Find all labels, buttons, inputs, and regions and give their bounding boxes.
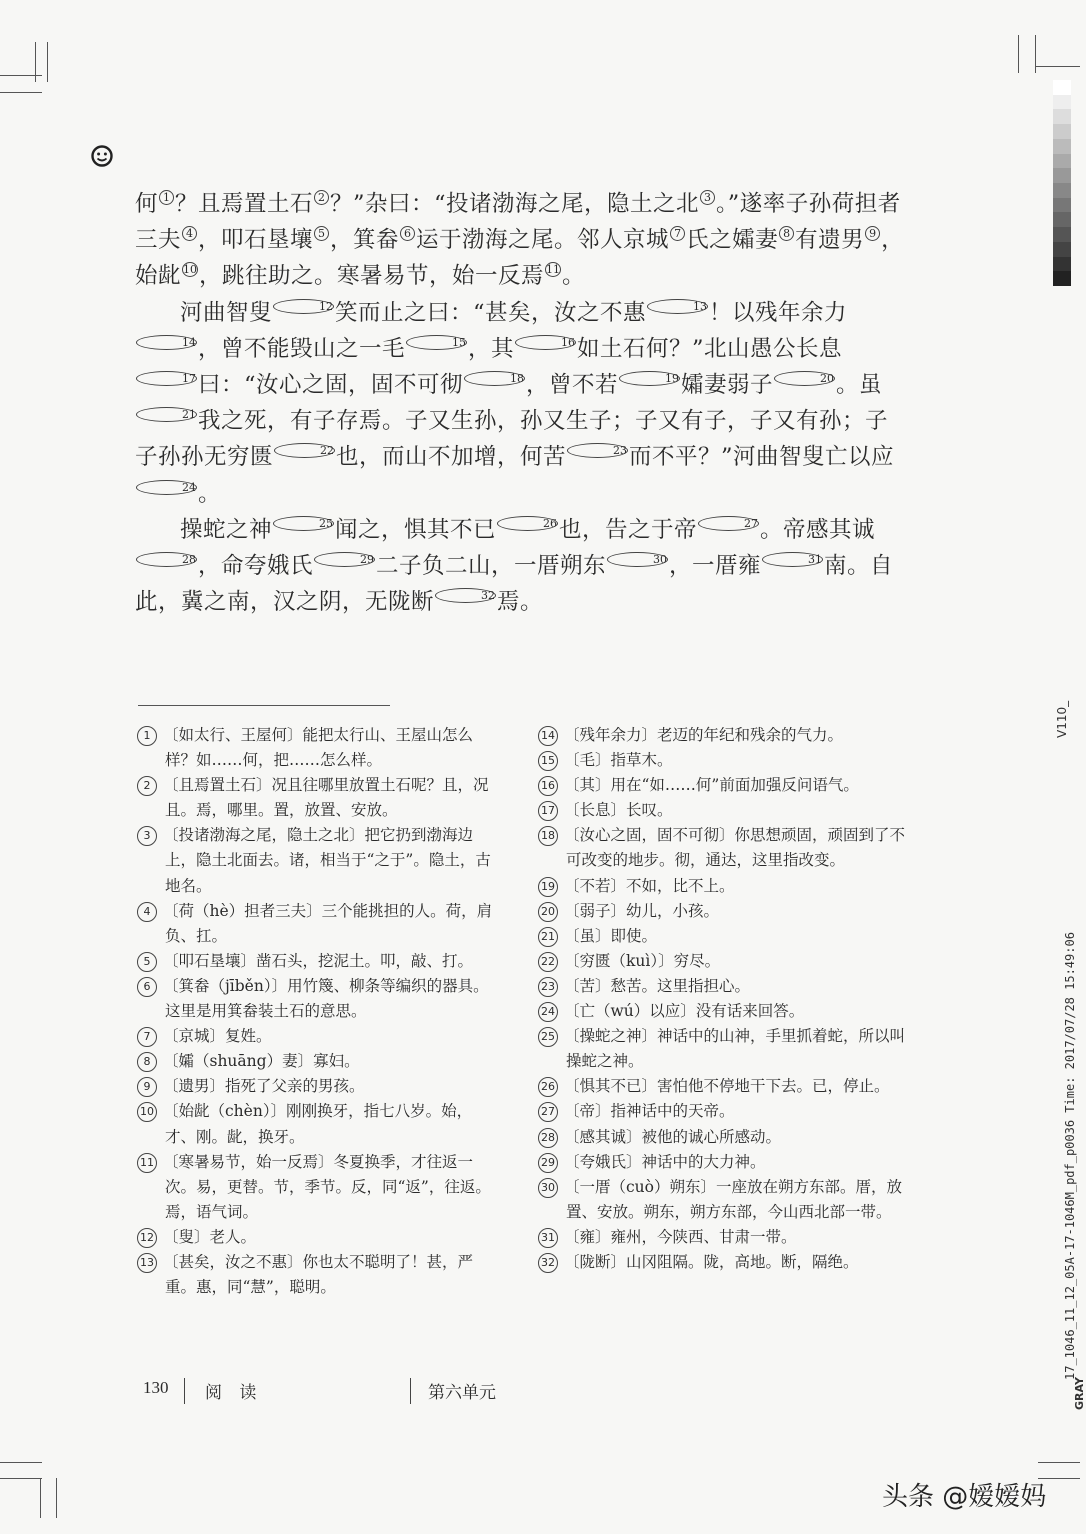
footnote-number: 12 bbox=[137, 1228, 157, 1248]
footnote-marker: 1 bbox=[159, 190, 174, 205]
footnote-text: 〔投诸渤海之尾，隐土之北〕把它扔到渤海边上，隐土北面去。诸，相当于“之于”。隐土，古地名。 bbox=[163, 826, 491, 895]
footnote-number: 7 bbox=[137, 1027, 157, 1047]
footnote-item bbox=[538, 1175, 910, 1225]
text-run: 。”遂率子孙荷担者三夫 bbox=[135, 191, 901, 254]
footnote-marker: 12 bbox=[273, 299, 334, 314]
footnote-number: 13 bbox=[137, 1253, 157, 1273]
paragraph bbox=[135, 512, 905, 621]
footnote-marker: 5 bbox=[314, 226, 329, 241]
grayscale-swatch bbox=[1053, 271, 1071, 286]
footnote-marker: 20 bbox=[774, 371, 835, 386]
footnote-text: 〔且焉置土石〕况且往哪里放置土石呢？且，况且。焉，哪里。置，放置、安放。 bbox=[163, 776, 489, 820]
text-run: 也，而山不加增，何苦 bbox=[336, 444, 567, 471]
text-run: 。 bbox=[198, 480, 222, 507]
crop-mark bbox=[0, 1462, 42, 1463]
footnote-number: 23 bbox=[538, 977, 558, 997]
crop-mark bbox=[35, 42, 36, 82]
footnote-marker: 16 bbox=[515, 335, 576, 350]
footnote-text: 〔陇断〕山冈阻隔。陇，高地。断，隔绝。 bbox=[564, 1252, 859, 1271]
footer-divider bbox=[184, 1378, 185, 1404]
footnote-number: 6 bbox=[137, 977, 157, 997]
footnote-number: 22 bbox=[538, 952, 558, 972]
footnote-number: 17 bbox=[538, 801, 558, 821]
footnote-number: 29 bbox=[538, 1153, 558, 1173]
crop-mark bbox=[1018, 35, 1019, 73]
footnote-text: 〔苦〕愁苦。这里指担心。 bbox=[564, 976, 751, 995]
footnote-text: 〔遗男〕指死了父亲的男孩。 bbox=[163, 1077, 365, 1096]
text-run: 氏之孀妻 bbox=[686, 227, 779, 254]
footnote-number: 10 bbox=[137, 1102, 157, 1122]
footnote-item bbox=[538, 798, 910, 823]
footnote-marker: 4 bbox=[182, 226, 197, 241]
footnote-number: 9 bbox=[137, 1077, 157, 1097]
crop-mark bbox=[0, 1478, 42, 1479]
footnote-text: 〔寒暑易节，始一反焉〕冬夏换季，才往返一次。易，更替。节，季节。反，同“返”，往返。焉，语气词。 bbox=[163, 1152, 491, 1221]
text-run: 。帝感其诚 bbox=[760, 516, 876, 543]
text-run: 也，告之于帝 bbox=[559, 516, 698, 543]
side-gray-label: GRAY bbox=[1073, 1377, 1086, 1410]
footnote-item bbox=[538, 874, 910, 899]
text-run: 孀妻弱子 bbox=[681, 372, 774, 399]
footnote-text: 〔帝〕指神话中的天帝。 bbox=[564, 1102, 735, 1121]
text-run: 二子负二山，一厝朔东 bbox=[376, 553, 607, 580]
text-run: ？且焉置土石 bbox=[175, 191, 314, 217]
footnote-item bbox=[538, 1024, 910, 1074]
footnote-number: 15 bbox=[538, 751, 558, 771]
footnote-item bbox=[538, 974, 910, 999]
footnote-number: 27 bbox=[538, 1102, 558, 1122]
footnote-item bbox=[137, 1225, 502, 1250]
grayscale-bar bbox=[1053, 80, 1071, 286]
footnote-item bbox=[137, 1074, 502, 1099]
text-run: 闻之，惧其不已 bbox=[335, 516, 497, 543]
text-run: 如土石何？”北山愚公长息 bbox=[577, 335, 843, 362]
footnote-marker: 19 bbox=[619, 371, 680, 386]
footnote-marker: 18 bbox=[464, 371, 525, 386]
footnote-marker: 31 bbox=[762, 552, 823, 567]
footnote-number: 24 bbox=[538, 1002, 558, 1022]
footnote-text: 〔汝心之固，固不可彻〕你思想顽固，顽固到了不可改变的地步。彻，通达，这里指改变。 bbox=[564, 826, 906, 870]
footnote-marker: 10 bbox=[183, 263, 198, 277]
footnote-item bbox=[538, 773, 910, 798]
footnote-text: 〔长息〕长叹。 bbox=[564, 801, 673, 820]
footnote-item bbox=[137, 1099, 502, 1149]
footnote-text: 〔弱子〕幼儿，小孩。 bbox=[564, 901, 720, 920]
text-run: ，命夸娥氏 bbox=[198, 553, 314, 580]
footnote-number: 18 bbox=[538, 826, 558, 846]
grayscale-swatch bbox=[1053, 109, 1071, 124]
grayscale-swatch bbox=[1053, 227, 1071, 242]
grayscale-swatch bbox=[1053, 257, 1071, 272]
text-run: ，始龀 bbox=[135, 227, 905, 290]
footnote-marker: 2 bbox=[314, 190, 329, 205]
footnote-marker: 11 bbox=[546, 263, 561, 277]
footnote-marker: 17 bbox=[136, 371, 197, 386]
footnote-item bbox=[538, 949, 910, 974]
footnote-item bbox=[538, 1225, 910, 1250]
crop-mark bbox=[47, 42, 48, 82]
footnote-marker: 22 bbox=[274, 443, 335, 458]
footnote-number: 5 bbox=[137, 952, 157, 972]
footnote-number: 25 bbox=[538, 1027, 558, 1047]
footnote-item bbox=[538, 999, 910, 1024]
footnote-item bbox=[137, 1024, 502, 1049]
crop-mark bbox=[1038, 1462, 1080, 1463]
text-run: ，其 bbox=[468, 335, 515, 362]
text-run: ，叩石垦壤 bbox=[198, 227, 314, 254]
footnote-marker: 15 bbox=[406, 335, 467, 350]
footnote-number: 3 bbox=[137, 826, 157, 846]
footnote-marker: 25 bbox=[273, 516, 334, 531]
text-run: 。 bbox=[562, 263, 586, 290]
footnote-marker: 26 bbox=[497, 516, 558, 531]
footnote-number: 1 bbox=[137, 726, 157, 746]
footnote-marker: 32 bbox=[435, 588, 496, 603]
text-run: 而不平？”河曲智叟亡以应 bbox=[629, 444, 895, 471]
text-run: 笑而止之曰：“甚矣，汝之不惠 bbox=[335, 299, 647, 326]
footnote-item bbox=[538, 899, 910, 924]
crop-mark bbox=[1035, 35, 1036, 73]
footnote-text: 〔感其诚〕被他的诚心所感动。 bbox=[564, 1127, 782, 1146]
text-run: ，一厝雍 bbox=[669, 553, 762, 580]
footnote-text: 〔穷匮（kuì）〕穷尽。 bbox=[564, 951, 721, 970]
paragraph bbox=[135, 186, 905, 295]
footnote-text: 〔操蛇之神〕神话中的山神，手里抓着蛇，所以叫操蛇之神。 bbox=[564, 1027, 906, 1071]
footnote-text: 〔荷（hè）担者三夫〕三个能挑担的人。荷，肩负、扛。 bbox=[163, 901, 493, 945]
footnote-text: 〔一厝（cuò）朔东〕一座放在朔方东部。厝，放置、安放。朔东，朔方东部，今山西北部一带。 bbox=[564, 1177, 902, 1221]
footnote-number: 8 bbox=[137, 1052, 157, 1072]
footnote-text: 〔如太行、王屋何〕能把太行山、王屋山怎么样？如……何，把……怎么样。 bbox=[163, 726, 474, 770]
footnote-item bbox=[538, 1125, 910, 1150]
footnote-number: 11 bbox=[137, 1153, 157, 1173]
footnote-item bbox=[137, 1150, 502, 1225]
watermark: 头条 @嫒嫒妈 bbox=[882, 1482, 1047, 1512]
text-run: 我之死，有子存焉。子又生孙，孙又生子；子又有子，子又有孙；子子孙孙无穷匮 bbox=[135, 408, 889, 471]
text-run: ！以残年余力 bbox=[709, 299, 848, 326]
text-run: ，箕畚 bbox=[330, 227, 400, 254]
footnote-text: 〔始龀（chèn）〕刚刚换牙，指七八岁。始，才、刚。龀，换牙。 bbox=[163, 1102, 473, 1146]
main-text bbox=[135, 186, 905, 620]
footnote-item bbox=[538, 1074, 910, 1099]
text-run: ，曾不能毁山之一毛 bbox=[198, 335, 406, 362]
grayscale-swatch bbox=[1053, 139, 1071, 154]
footnote-text: 〔不若〕不如，比不上。 bbox=[564, 876, 735, 895]
footnote-item bbox=[538, 1250, 910, 1275]
footnote-marker: 29 bbox=[314, 552, 375, 567]
smiley-icon bbox=[91, 145, 113, 167]
footnote-text: 〔叟〕老人。 bbox=[163, 1227, 257, 1246]
footnote-number: 26 bbox=[538, 1077, 558, 1097]
footnote-item bbox=[137, 949, 502, 974]
footnote-item bbox=[538, 1150, 910, 1175]
grayscale-swatch bbox=[1053, 212, 1071, 227]
footnote-marker: 8 bbox=[779, 226, 794, 241]
footnote-marker: 30 bbox=[607, 552, 668, 567]
text-run: ，曾不若 bbox=[526, 372, 619, 399]
side-version: V110_ bbox=[1055, 700, 1069, 738]
footnote-item bbox=[137, 974, 502, 1024]
footnote-marker: 6 bbox=[400, 226, 415, 241]
footnote-item bbox=[538, 924, 910, 949]
text-run: ，跳往助之。寒暑易节，始一反焉 bbox=[199, 263, 545, 290]
footnote-marker: 23 bbox=[567, 443, 628, 458]
grayscale-swatch bbox=[1053, 198, 1071, 213]
side-print-code: 17_1046_11_12_05A-17-1046M_pdf_p0036 Time: 2017/07/28 15:49:06 bbox=[1063, 932, 1077, 1380]
footnote-marker: 21 bbox=[136, 407, 197, 422]
footnote-divider bbox=[138, 705, 390, 706]
footer-divider bbox=[410, 1378, 411, 1404]
grayscale-swatch bbox=[1053, 168, 1071, 183]
footnote-text: 〔叩石垦壤〕凿石头，挖泥土。叩，敲、打。 bbox=[163, 951, 474, 970]
footnote-marker: 24 bbox=[136, 480, 197, 495]
footnote-item bbox=[137, 773, 502, 823]
crop-mark bbox=[56, 1478, 57, 1518]
text-run: 焉。 bbox=[497, 589, 544, 616]
paragraph bbox=[135, 295, 905, 512]
crop-mark bbox=[40, 1478, 41, 1518]
footnote-text: 〔孀（shuāng）妻〕寡妇。 bbox=[163, 1052, 360, 1071]
text-run: 运于渤海之尾。邻人京城 bbox=[416, 227, 670, 254]
footnote-text: 〔其〕用在“如……何”前面加强反问语气。 bbox=[564, 776, 859, 795]
crop-mark bbox=[1036, 66, 1080, 67]
footnote-number: 30 bbox=[538, 1178, 558, 1198]
footnote-marker: 14 bbox=[136, 335, 197, 350]
footnote-item bbox=[137, 899, 502, 949]
footnote-text: 〔夸娥氏〕神话中的大力神。 bbox=[564, 1152, 766, 1171]
footnote-text: 〔甚矣，汝之不惠〕你也太不聪明了！甚，严重。惠，同“慧”，聪明。 bbox=[163, 1252, 474, 1297]
text-run: 曰：“汝心之固，固不可彻 bbox=[198, 372, 464, 399]
footnote-text: 〔残年余力〕老迈的年纪和残余的气力。 bbox=[564, 726, 844, 744]
footnote-item bbox=[538, 1099, 910, 1124]
footnote-item bbox=[538, 723, 910, 748]
footnote-marker: 28 bbox=[136, 552, 197, 567]
footnote-marker: 9 bbox=[865, 226, 880, 241]
footnote-text: 〔雍〕雍州，今陕西、甘肃一带。 bbox=[564, 1227, 797, 1246]
footnote-text: 〔亡（wú）以应〕没有话来回答。 bbox=[564, 1002, 805, 1021]
text-run: 操蛇之神 bbox=[180, 516, 273, 543]
text-run: 南。自此，冀之南，汉之阴，无陇断 bbox=[135, 553, 894, 616]
grayscale-swatch bbox=[1053, 242, 1071, 257]
grayscale-swatch bbox=[1053, 154, 1071, 169]
text-run: 有遗男 bbox=[795, 227, 865, 254]
footnotes-right bbox=[538, 723, 910, 1275]
footnote-text: 〔京城〕复姓。 bbox=[163, 1027, 272, 1046]
footnote-marker: 3 bbox=[700, 190, 715, 205]
footnote-item bbox=[137, 723, 502, 773]
grayscale-swatch bbox=[1053, 80, 1071, 95]
footnote-marker: 27 bbox=[698, 516, 759, 531]
footnote-item bbox=[137, 1049, 502, 1074]
crop-mark bbox=[0, 92, 42, 93]
footnote-text: 〔惧其不已〕害怕他不停地干下去。已，停止。 bbox=[564, 1077, 890, 1096]
footnote-item bbox=[137, 1250, 502, 1300]
grayscale-swatch bbox=[1053, 95, 1071, 110]
footnote-number: 32 bbox=[538, 1253, 558, 1273]
grayscale-swatch bbox=[1053, 183, 1071, 198]
footnote-number: 20 bbox=[538, 902, 558, 922]
footnote-item bbox=[538, 823, 910, 873]
section-label: 阅 读 bbox=[205, 1383, 263, 1403]
text-run: 河曲智叟 bbox=[180, 299, 273, 326]
page-number: 130 bbox=[143, 1378, 169, 1397]
grayscale-swatch bbox=[1053, 124, 1071, 139]
footnote-number: 31 bbox=[538, 1228, 558, 1248]
footnote-marker: 13 bbox=[647, 299, 708, 314]
footnote-item bbox=[137, 823, 502, 898]
footnote-number: 21 bbox=[538, 927, 558, 947]
footnote-marker: 7 bbox=[670, 226, 685, 241]
footnote-number: 16 bbox=[538, 776, 558, 796]
text-run: 。虽 bbox=[836, 372, 883, 399]
unit-label: 第六单元 bbox=[428, 1383, 496, 1403]
footnote-text: 〔箕畚（jīběn）〕用竹篾、柳条等编织的器具。这里是用箕畚装土石的意思。 bbox=[163, 976, 489, 1021]
text-run: ？”杂曰：“投诸渤海之尾，隐土之北 bbox=[330, 191, 700, 217]
footnote-number: 19 bbox=[538, 877, 558, 897]
footnote-number: 28 bbox=[538, 1128, 558, 1148]
text-run: 何 bbox=[135, 191, 159, 217]
footnote-number: 4 bbox=[137, 902, 157, 922]
footnote-number: 14 bbox=[538, 726, 558, 746]
footnotes-left bbox=[137, 723, 502, 1300]
footnote-text: 〔毛〕指草木。 bbox=[564, 751, 673, 770]
footnote-number: 2 bbox=[137, 776, 157, 796]
footnote-item bbox=[538, 748, 910, 773]
footnote-text: 〔虽〕即使。 bbox=[564, 926, 658, 945]
